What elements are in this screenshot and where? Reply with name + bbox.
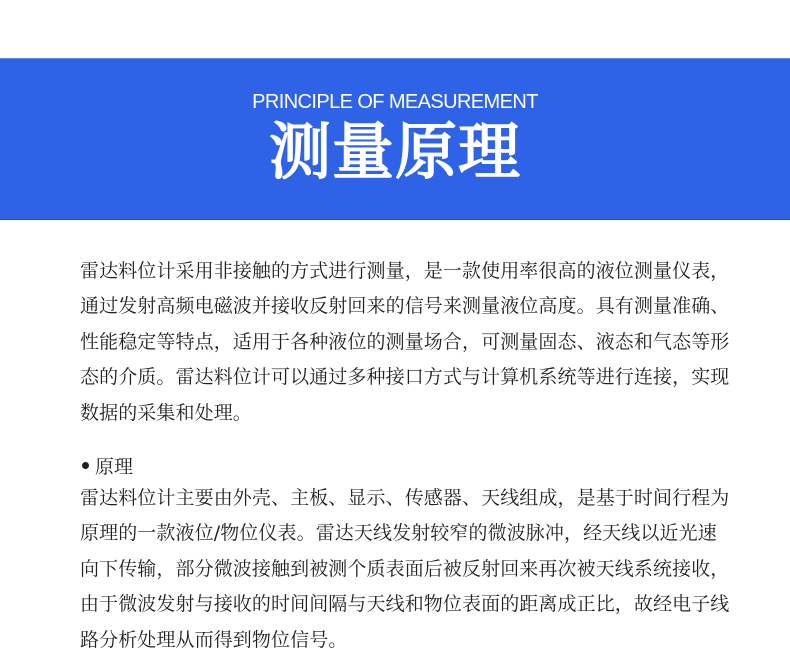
bullet-icon (82, 462, 89, 469)
intro-section (80, 254, 730, 431)
principle-heading (82, 453, 133, 481)
header-banner (0, 58, 790, 220)
intro-paragraph: 雷达料位计采用非接触的方式进行测量，是一款使用率很高的液位测量仪表，通过发射高频电磁波并接收反射回来的信号来测量液位高度。具有测量准确、性能稳定等特点，适用于各种液位的测量场合，可测量固态、液态和气态等形态的介质。雷达料位计可以通过多种接口方式与计算机系统等进行连接，实现数据的采集和处理。 (80, 260, 730, 424)
banner-title: 测量原理 (268, 115, 521, 188)
principle-paragraph: 雷达料位计主要由外壳、主板、显示、传感器、天线组成，是基于时间行程为原理的一款液位/物位仪表。雷达天线发射较窄的微波脉冲，经天线以近光速向下传输，部分微波接触到被测个质表面后被反射回来再次被天线系统接收，由于微波发射与接收的时间间隔与天线和物位表面的距离成正比，故经电子线路分析处理从而得到物位信号。 (80, 487, 730, 651)
banner-subtitle: PRINCIPLE OF MEASUREMENT (252, 91, 538, 113)
principle-heading-text: 原理 (95, 456, 134, 478)
